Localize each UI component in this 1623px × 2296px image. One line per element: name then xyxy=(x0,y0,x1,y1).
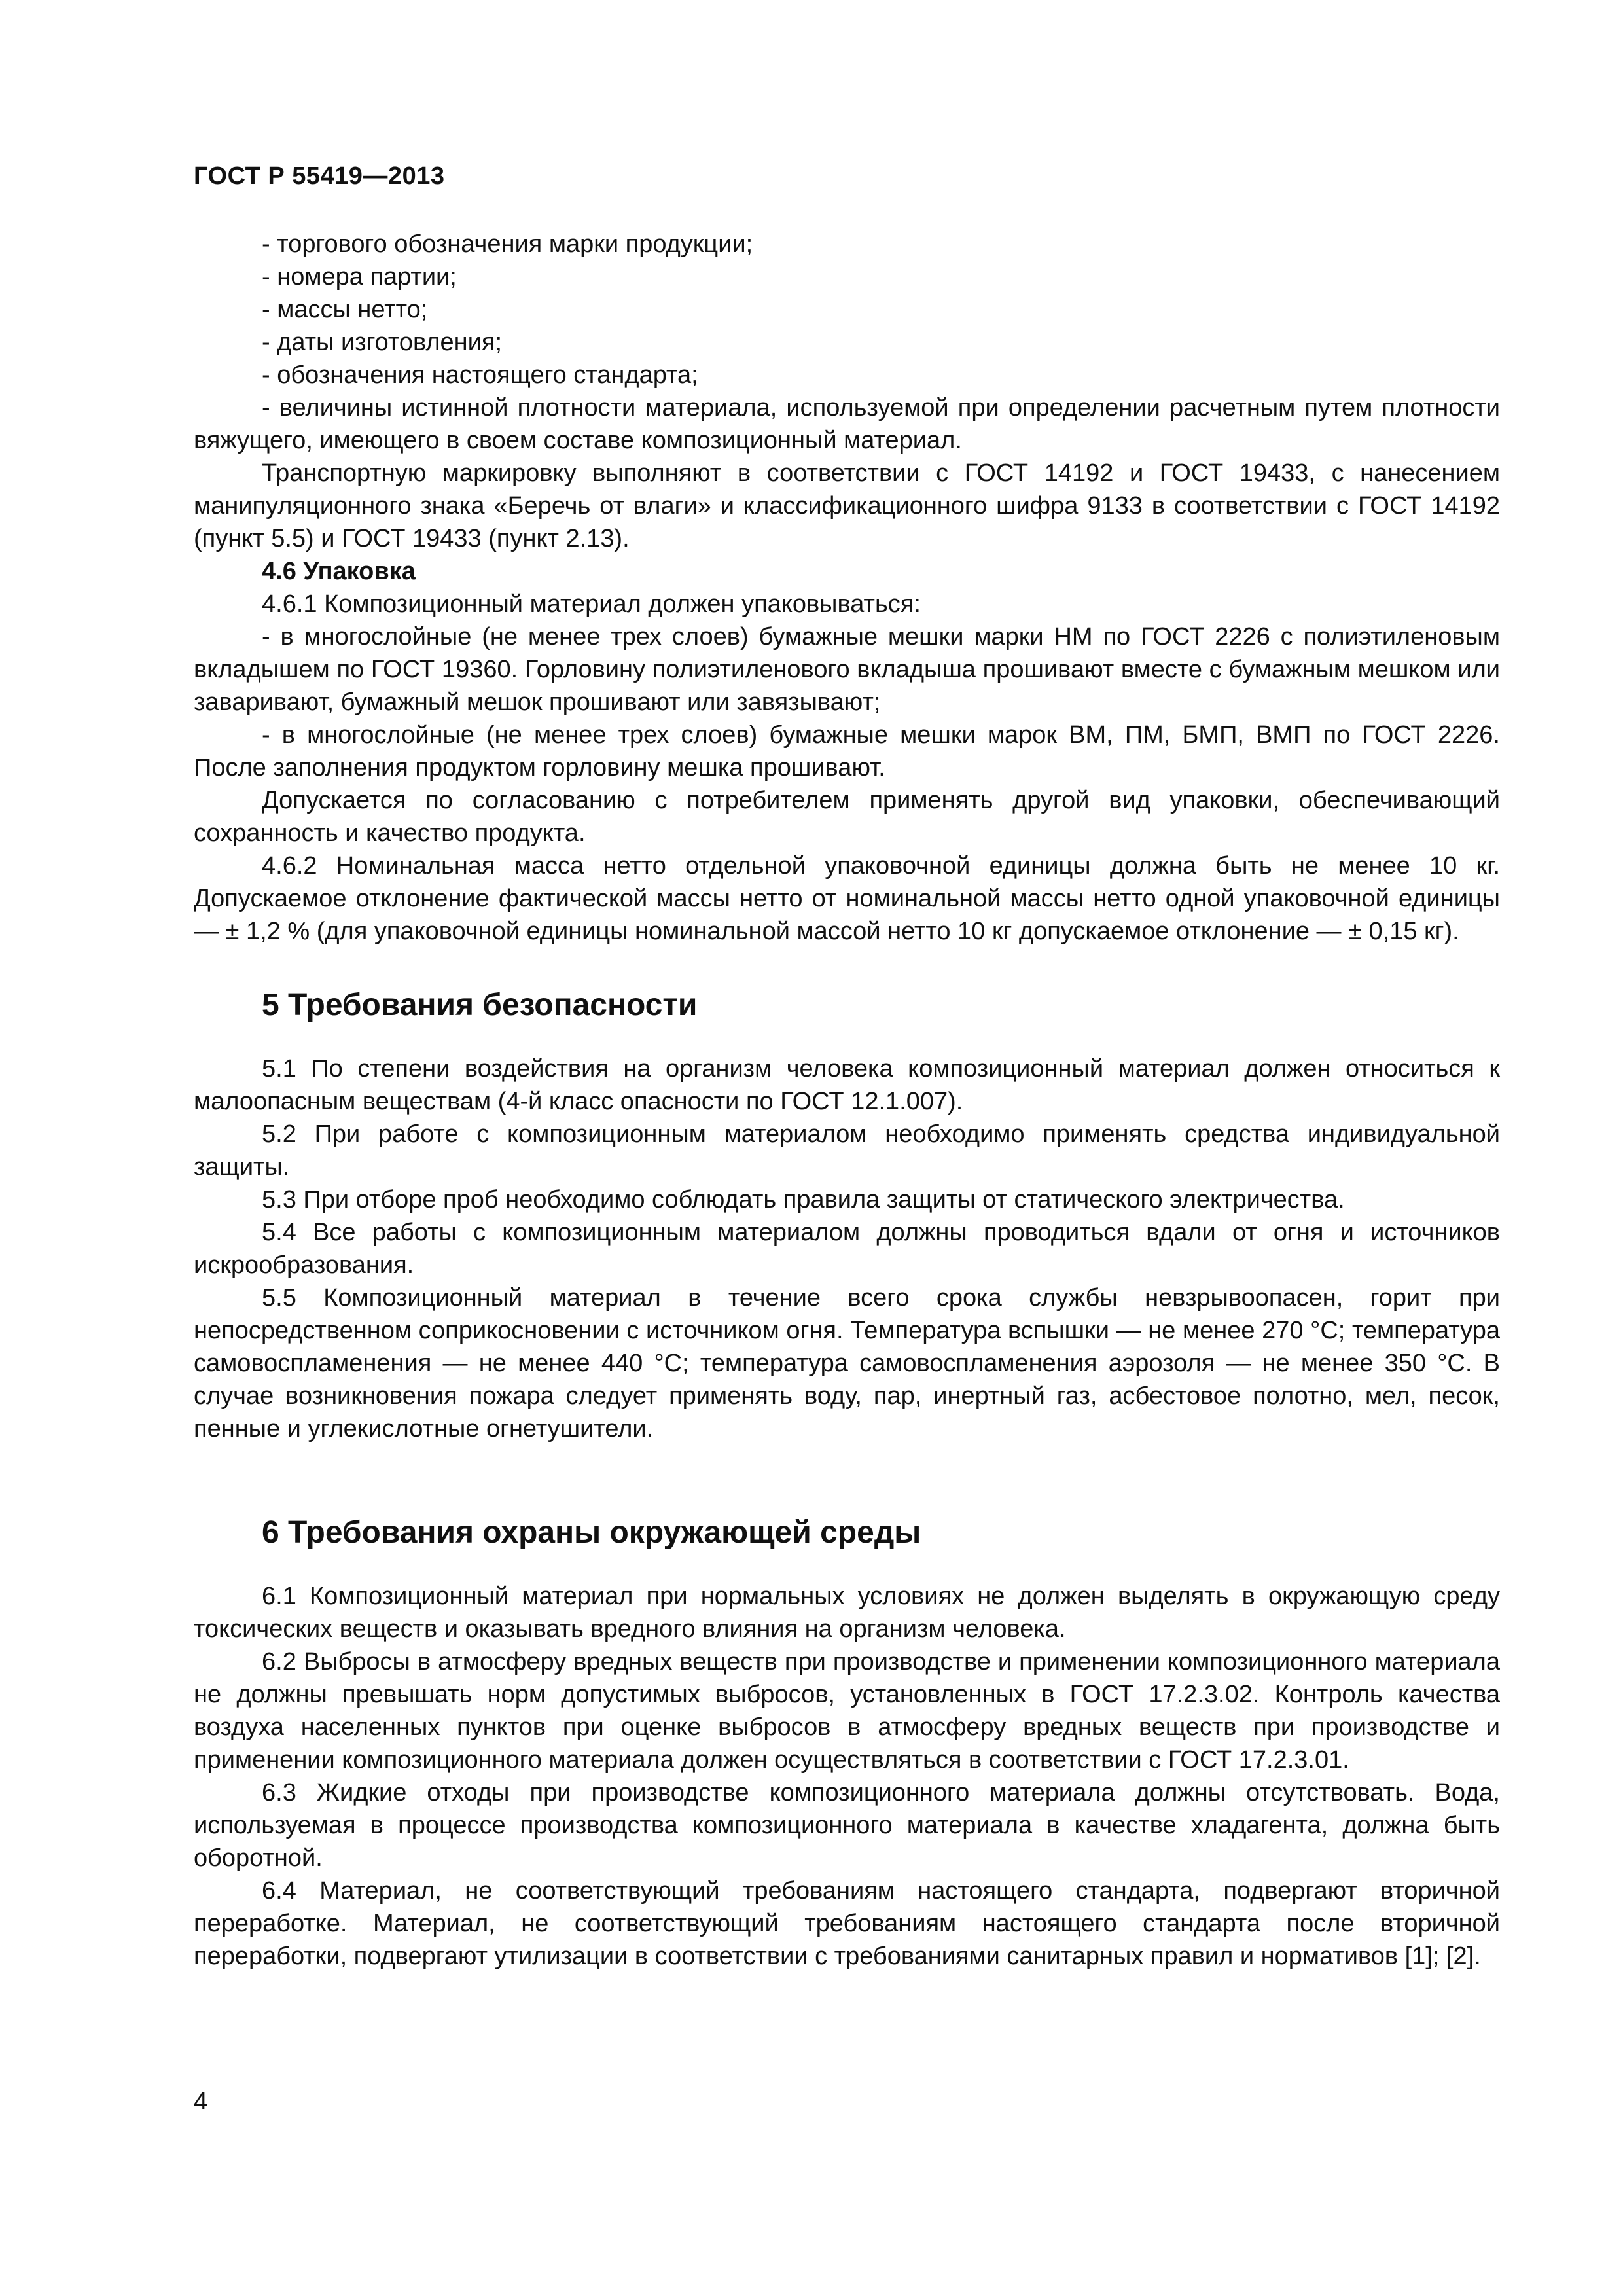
transport-marking-paragraph: Транспортную маркировку выполняют в соответствии с ГОСТ 14192 и ГОСТ 19433, с нанесением манипуляционного знака «Беречь от влаги» и классификационного шифра 9133 в соответствии с ГОСТ 14192 (пункт 5.5) и ГОСТ 19433 (пункт 2.13). xyxy=(194,459,1500,552)
paragraph: 4.6.2 Номинальная масса нетто отдельной упаковочной единицы должна быть не менее 10 кг. Допускаемое отклонение фактической массы нетто от номинальной массы нетто одной упаковочной единицы — ± 1,2 % (для упаковочной единицы номинальной массой нетто 10 кг допускаемое отклонение — ± 0,15 кг). xyxy=(194,852,1500,945)
standard-header: ГОСТ Р 55419—2013 xyxy=(194,162,445,190)
paragraph: - в многослойные (не менее трех слоев) бумажные мешки марки НМ по ГОСТ 2226 с полиэтиленовым вкладышем по ГОСТ 19360. Горловину полиэтиленового вкладыша прошивают вместе с бумажным мешком или заваривают, бумажный мешок прошивают или завязывают; xyxy=(194,623,1500,716)
document-body xyxy=(194,228,1500,1973)
list-item: - номера партии; xyxy=(262,263,457,291)
paragraph: 6.1 Композиционный материал при нормальных условиях не должен выделять в окружающую среду токсических веществ и оказывать вредного влияния на организм человека. xyxy=(194,1583,1500,1643)
paragraph: 6.4 Материал, не соответствующий требованиям настоящего стандарта, подвергают вторичной переработке. Материал, не соответствующий требованиям настоящего стандарта после вторичной переработки, подвергают утилизации в соответствии с требованиями санитарных правил и нормативов [1]; [2]. xyxy=(194,1877,1500,1970)
list-item: - массы нетто; xyxy=(262,296,428,323)
paragraph: 6.3 Жидкие отходы при производстве композиционного материала должны отсутствовать. Вода, используемая в процессе производства композиционного материала в качестве хладагента, должна быть оборотной. xyxy=(194,1779,1500,1872)
section-heading-safety: 5 Требования безопасности xyxy=(262,988,698,1022)
paragraph: 5.1 По степени воздействия на организм человека композиционный материал должен относиться к малоопасным веществам (4-й класс опасности по ГОСТ 12.1.007). xyxy=(194,1055,1500,1115)
subsection-heading-packaging: 4.6 Упаковка xyxy=(262,558,416,585)
list-item: - торгового обозначения марки продукции; xyxy=(262,230,753,258)
paragraph: 5.4 Все работы с композиционным материалом должны проводиться вдали от огня и источников искрообразования. xyxy=(194,1219,1500,1279)
page-number: 4 xyxy=(194,2088,208,2115)
list-item: - величины истинной плотности материала, используемой при определении расчетным путем плотности вяжущего, имеющего в своем составе композиционный материал. xyxy=(194,394,1500,454)
list-item: - обозначения настоящего стандарта; xyxy=(262,361,698,389)
section-heading-environment: 6 Требования охраны окружающей среды xyxy=(262,1515,921,1550)
list-item: - даты изготовления; xyxy=(262,329,503,356)
paragraph: - в многослойные (не менее трех слоев) бумажные мешки марок ВМ, ПМ, БМП, ВМП по ГОСТ 2226. После заполнения продуктом горловину мешка прошивают. xyxy=(194,721,1500,781)
paragraph: 6.2 Выбросы в атмосферу вредных веществ при производстве и применении композиционного материала не должны превышать норм допустимых выбросов, установленных в ГОСТ 17.2.3.02. Контроль качества воздуха населенных пунктов при оценке выбросов в атмосферу вредных веществ при производстве и применении композиционного материала должен осуществляться в соответствии с ГОСТ 17.2.3.01. xyxy=(194,1648,1500,1774)
paragraph: Допускается по согласованию с потребителем применять другой вид упаковки, обеспечивающий сохранность и качество продукта. xyxy=(194,787,1500,847)
paragraph: 5.2 При работе с композиционным материалом необходимо применять средства индивидуальной защиты. xyxy=(194,1121,1500,1181)
paragraph: 5.5 Композиционный материал в течение всего срока службы невзрывоопасен, горит при непосредственном соприкосновении с источником огня. Температура вспышки — не менее 270 °С; температура самовоспламенения — не менее 440 °С; температура самовоспламенения аэрозоля — не менее 350 °С. В случае возникновения пожара следует применять воду, пар, инертный газ, асбестовое полотно, мел, песок, пенные и углекислотные огнетушители. xyxy=(194,1284,1500,1443)
paragraph: 5.3 При отборе проб необходимо соблюдать правила защиты от статического электричества. xyxy=(262,1186,1345,1213)
paragraph: 4.6.1 Композиционный материал должен упаковываться: xyxy=(262,590,921,618)
